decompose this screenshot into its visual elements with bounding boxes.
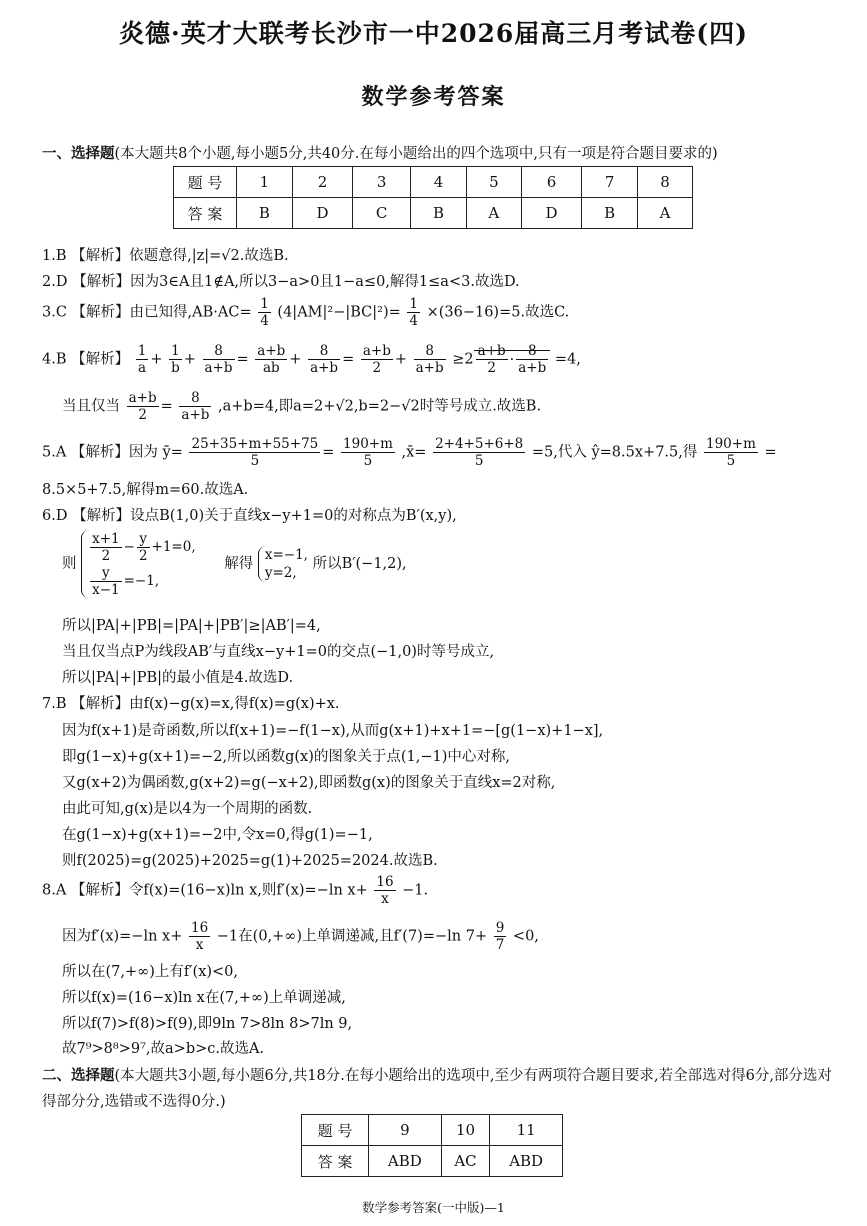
solution-q6-line5: 所以|PA|+|PB|的最小值是4.故选D. [62,670,294,686]
solution-q7: 7.B 【解析】由f(x)−g(x)=x,得f(x)=g(x)+x. [42,696,340,712]
q5-text-a: 5.A 【解析】因为 ȳ= [42,444,183,461]
fraction: $\frac{16}{x}$ [190,920,209,953]
q8-text-b: −1. [402,882,429,899]
table-cell: ABD [490,1146,563,1177]
solution-q4-cont: 当且仅当 $\frac{a+b}{2}$ = $\frac{8}{a+b}$ ,a+b=4,即a=2+√2,b=2−√2时等号成立.故选B. [62,390,542,423]
solution-q7-line4: 又g(x+2)为偶函数,g(x+2)=g(−x+2),即函数g(x)的图象关于直线x=2对称, [62,775,556,791]
table-cell: 1 [237,167,293,198]
q5-text-d: = [764,444,777,461]
fraction: $\frac{9}{7}$ [495,920,505,953]
table-cell: 答 案 [174,198,237,229]
solution-q6-line4: 当且仅当点P为线段AB′与直线x−y+1=0的交点(−1,0)时等号成立, [62,644,495,660]
fraction: $\frac{1}{b}$ [171,343,180,376]
q5-text-b: ,x̄= [401,444,427,461]
solution-q7-line2: 因为f(x+1)是奇函数,所以f(x+1)=−f(1−x),从而g(x+1)+x+1=−[g(1−x)+1−x], [62,723,604,739]
table-cell: 2 [292,167,352,198]
table-cell: 8 [638,167,693,198]
q4-text-d: 当且仅当 [62,398,120,415]
solution-q3 [42,296,569,329]
fraction: $\frac{a+b}{2}$ [362,343,391,376]
q4-text-e: ,a+b=4,即a=2+√2,b=2−√2时等号成立.故选B. [218,398,542,415]
table-cell: 答 案 [302,1146,369,1177]
solution-q6: 6.D 【解析】设点B(1,0)关于直线x−y+1=0的对称点为B′(x,y), [42,508,457,524]
fraction: $\frac{a+b}{2}$ [128,390,157,423]
fraction: $\frac{8}{a+b}$ [310,343,339,376]
solution-q4: 4.B 【解析】 $\frac{1}{a}$ + $\frac{1}{b}$ + $\frac{8}{a+b}$ = $\frac{a+b}{ab}$ + $\frac{8}{a+b}$ = $\frac{a+b}{2}$ + $\frac{8}{a+b}$ ≥2 $\frac{a+b}{2}$ · $\frac{8}{a+b}$ =4, [42,343,581,376]
q8-text-a: 8.A 【解析】令f(x)=(16−x)ln x,则f′(x)=−ln x+ [42,882,368,899]
q6-text-then: 则 [62,556,77,572]
table-cell: B [411,198,467,229]
fraction: $\frac{190+m}{5}$ [705,436,756,469]
fraction: $\frac{8}{a+b}$ [181,390,210,423]
fraction: $\frac{25+35+m+55+75}{5}$ [191,436,319,469]
solution-q5: 5.A 【解析】因为 ȳ= $\frac{25+35+m+55+75}{5}$ = $\frac{190+m}{5}$ ,x̄= $\frac{2+4+5+6+8}{5}$ =5,代入 ŷ=8.5x+7.5,得 $\frac{190+m}{5}$ = [42,436,777,469]
table-cell: 3 [353,167,411,198]
table-cell: 5 [466,167,521,198]
q4-text-a: 4.B 【解析】 [42,351,130,368]
table-cell: 9 [369,1115,442,1146]
section2-desc: (本大题共3小题,每小题6分,共18分.在每小题给出的选项中,至少有两项符合题目要求,若全部选对得6分,部分选对得部分分,选错或不选得0分.) [42,1068,832,1110]
fraction: $\frac{8}{a+b}$ [204,343,233,376]
fraction: $\frac{2+4+5+6+8}{5}$ [435,436,524,469]
solution-q8-line6: 故7⁹>8⁸>9⁷,故a>b>c.故选A. [62,1041,265,1057]
q4-text-b: ≥2 [452,351,474,368]
solution-system: x=−1, y=2, [258,546,308,582]
table-row [302,1115,563,1146]
q5-text-c: =5,代入 ŷ=8.5x+7.5,得 [531,444,698,461]
fraction: $\frac{1}{a}$ [137,343,147,376]
solution-q7-line5: 由此可知,g(x)是以4为一个周期的函数. [62,801,313,817]
table-cell: D [292,198,352,229]
table-cell: 题 号 [174,167,237,198]
table-row [174,167,693,198]
q8-text-e: <0, [512,928,539,945]
table-cell: ABD [369,1146,442,1177]
fraction: $\frac{190+m}{5}$ [343,436,393,469]
solution-q5-cont: 8.5×5+7.5,解得m=60.故选A. [42,482,249,498]
q4-text-c: =4, [554,351,581,368]
solution-q6-system [62,530,407,598]
solution-q8-line5: 所以f(7)>f(8)>f(9),即9ln 7>8ln 8>7ln 9, [62,1016,353,1032]
fraction: $\frac{1}{4}$ [409,296,418,329]
table-cell: B [237,198,293,229]
q6-text-bprime: 所以B′(−1,2), [312,556,407,572]
table-cell: 4 [411,167,467,198]
q3-text-a: 3.C 【解析】由已知得,AB·AC= [42,304,252,321]
fraction: $\frac{16}{x}$ [376,874,394,907]
fraction: $\frac{a+b}{ab}$ [257,343,286,376]
table-cell: D [521,198,581,229]
solution-q7-line6: 在g(1−x)+g(x+1)=−2中,令x=0,得g(1)=−1, [62,827,373,843]
page-subtitle: 数学参考答案 [361,84,506,110]
section1-heading [42,142,718,163]
sqrt-expression: $\frac{a+b}{2}$ · $\frac{8}{a+b}$ [474,350,551,368]
equation-system: $\frac{x+1}{2}$ − $\frac{y}{2}$ +1=0, $\frac{y}{x-1}$ =−1, [81,530,196,598]
section2-heading [42,1063,832,1115]
solution-q2: 2.D 【解析】因为3∈A且1∉A,所以3−a>0且1−a≤0,解得1≤a<3.故选D. [42,274,520,290]
table-cell: 6 [521,167,581,198]
q3-text-c: ×(36−16)=5.故选C. [426,304,570,321]
table-cell: A [638,198,693,229]
page-title: 炎德·英才大联考长沙市一中2026届高三月考试卷(四) [119,19,748,48]
table-cell: 11 [490,1115,563,1146]
solution-q8-line3: 所以在(7,+∞)上有f′(x)<0, [62,964,239,980]
section1-desc: (本大题共8个小题,每小题5分,共40分.在每小题给出的四个选项中,只有一项是符合题目要求的) [114,146,718,162]
table-cell: 7 [582,167,638,198]
solution-q8-line4: 所以f(x)=(16−x)ln x在(7,+∞)上单调递减, [62,990,346,1006]
table-cell: 10 [441,1115,490,1146]
answer-table-2 [301,1114,563,1177]
q3-text-b: (4|AM|²−|BC|²)= [277,304,401,321]
table-row [174,198,693,229]
solution-q8-line2 [62,920,539,953]
section1-title: 一、选择题 [42,145,115,162]
q8-text-d: −1在(0,+∞)上单调递减,且f′(7)=−ln 7+ [216,928,488,945]
table-cell: B [582,198,638,229]
table-cell: C [353,198,411,229]
table-cell: 题 号 [302,1115,369,1146]
q8-text-c: 因为f′(x)=−ln x+ [62,928,183,945]
solution-q7-line3: 即g(1−x)+g(x+1)=−2,所以函数g(x)的图象关于点(1,−1)中心对称, [62,749,510,765]
solution-q8 [42,874,428,907]
fraction: $\frac{1}{4}$ [260,296,269,329]
solution-q6-line3: 所以|PA|+|PB|=|PA|+|PB′|≥|AB′|=4, [62,618,321,634]
page-footer: 数学参考答案(一中版)—1 [362,1200,505,1215]
solution-q7-line7: 则f(2025)=g(2025)+2025=g(1)+2025=2024.故选B. [62,853,438,869]
table-cell: A [466,198,521,229]
answer-table-1 [173,166,693,229]
table-cell: AC [441,1146,490,1177]
q6-text-solve: 解得 [224,556,254,572]
section2-title: 二、选择题 [42,1067,115,1084]
solution-q1: 1.B 【解析】依题意得,|z|=√2.故选B. [42,248,289,264]
table-row [302,1146,563,1177]
fraction: $\frac{8}{a+b}$ [415,343,444,376]
